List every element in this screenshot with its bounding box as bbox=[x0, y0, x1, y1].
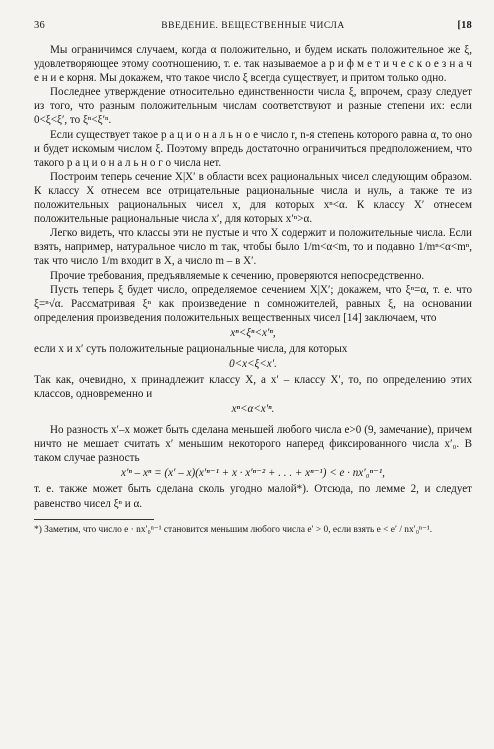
paragraph-7: Пусть теперь ξ будет число, определяемое сечением X|X′; докажем, что ξⁿ=α, т. е. что ξ=ⁿ√α. Рассматривая ξⁿ как произведение n сомножителей, равных ξ, на основании определения произведения положительных вещественных чисел [14] заключаем, что bbox=[34, 283, 472, 324]
page-header bbox=[34, 20, 472, 31]
section-number: [18 bbox=[457, 20, 472, 31]
footnote-rule bbox=[34, 519, 154, 520]
paragraph-3: Если существует такое р а ц и о н а л ь н о е число r, n-я степень которого равна α, то оно и будет искомым числом ξ. Поэтому впредь достаточно ограничиться предположением, что такого р а ц и о н а л ь н о г о числа нет. bbox=[34, 128, 472, 169]
formula-3: xⁿ<α<x′ⁿ. bbox=[231, 403, 275, 416]
text-4: т. е. также может быть сделана сколь угодно малой*). Отсюда, по лемме 2, и следует равенство чисел ξⁿ и α. bbox=[34, 483, 472, 510]
text-2: Так как, очевидно, x принадлежит классу X, а x′ – классу X′, то, по определению этих классов, одновременно и bbox=[34, 373, 472, 401]
formula-2: 0<x<ξ<x′. bbox=[229, 357, 277, 370]
formula-4: x′ⁿ – xⁿ = (x′ – x)(x′ⁿ⁻¹ + x · x′ⁿ⁻² + . . . + xⁿ⁻¹) < e · nx′₀ⁿ⁻¹, bbox=[121, 467, 385, 480]
paragraph-1: Мы ограничимся случаем, когда α положительно, и будем искать положительное же ξ, удовлетворяющее этому соотношению, т. е. так называемое а р и ф м е т и ч е с к о е з н а ч е н и е корня. Мы докажем, что такое число ξ всегда существует, и притом только одно. bbox=[34, 44, 472, 85]
paragraph-6: Прочие требования, предъявляемые к сечению, проверяются непосредственно. bbox=[50, 269, 425, 282]
page-body bbox=[34, 43, 472, 511]
paragraph-4: Построим теперь сечение X|X′ в области всех рациональных чисел следующим образом. К классу X отнесем все отрицательные рациональные числа и нуль, а также те из положительных рациональных чисел x, для которых xⁿ<α. К классу X′ отнесем положительные рациональные числа x′, для которых x′ⁿ>α. bbox=[34, 170, 472, 226]
page-number: 36 bbox=[34, 20, 45, 31]
running-title: ВВЕДЕНИЕ. ВЕЩЕСТВЕННЫЕ ЧИСЛА bbox=[161, 21, 345, 31]
text-3: Но разность x′–x может быть сделана меньшей любого числа e>0 (9, замечание), причем ничто не мешает считать x′ меньшим некоторого наперед фиксированного числа x′₀. В таком случае разность bbox=[34, 424, 472, 465]
paragraph-5: Легко видеть, что классы эти не пустые и что X содержит и положительные числа. Если взять, например, натуральное число m так, чтобы было 1/m<α<m, то и подавно 1/mⁿ<α<mⁿ, так что число 1/m входит в X, а число m – в X′. bbox=[34, 227, 472, 268]
text-1: если x и x′ суть положительные рациональные числа, для которых bbox=[34, 342, 348, 355]
footnote: *) Заметим, что число e · nx′₀ⁿ⁻¹ становится меньшим любого числа e′ > 0, если взять e < e′ / nx′₀ⁿ⁻¹. bbox=[34, 524, 433, 535]
paragraph-2: Последнее утверждение относительно единственности числа ξ, впрочем, сразу следует из того, что разным положительным числам соответствуют и разные степени их: если 0<ξ<ξ′, то ξⁿ<ξ′ⁿ. bbox=[34, 86, 472, 127]
formula-1: xⁿ<ξⁿ<x′ⁿ, bbox=[230, 326, 276, 339]
